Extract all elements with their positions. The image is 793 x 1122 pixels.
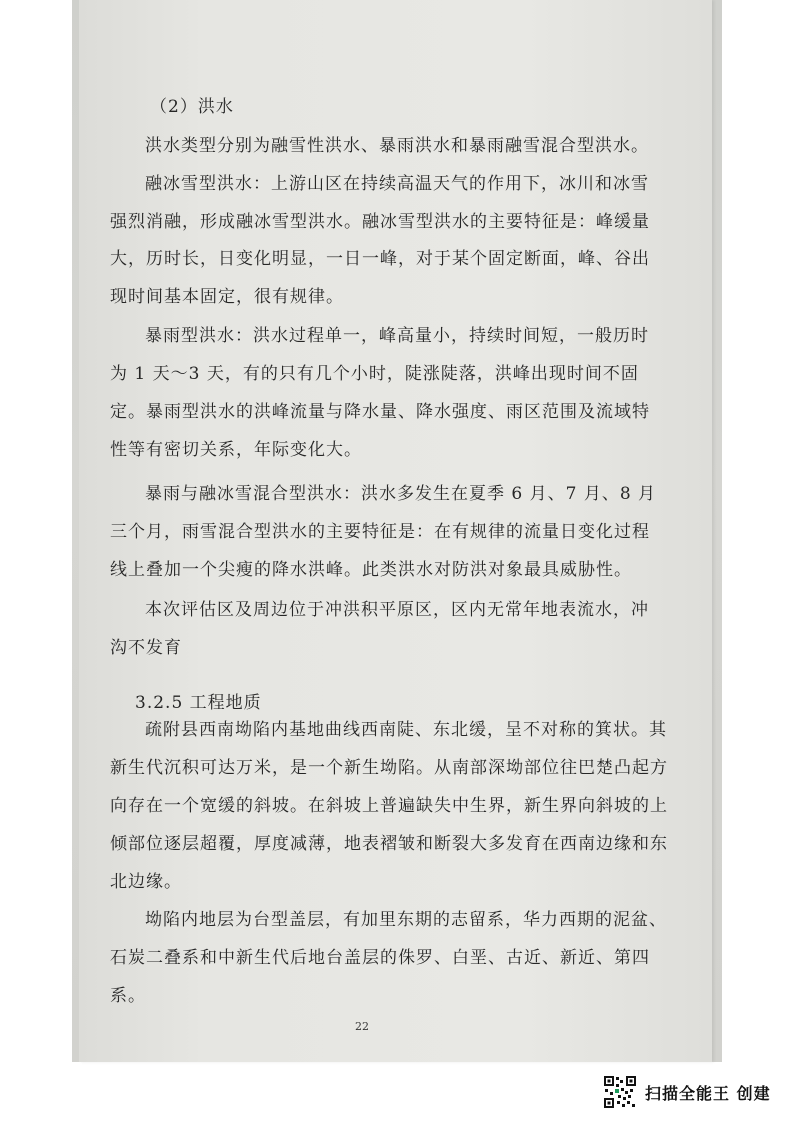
text-line: 倾部位逐层超覆，厚度减薄，地表褶皱和断裂大多发育在西南边缘和东: [110, 834, 668, 854]
text-line: 向存在一个宽缓的斜坡。在斜坡上普遍缺失中生界，新生界向斜坡的上: [110, 796, 668, 816]
text-line: 新生代沉积可达万米，是一个新生坳陷。从南部深坳部位往巴楚凸起方: [110, 758, 668, 778]
text-line: 性等有密切关系，年际变化大。: [110, 440, 362, 460]
text-line: 定。暴雨型洪水的洪峰流量与降水量、降水强度、雨区范围及流域特: [110, 402, 650, 422]
text-line: 沟不发育: [110, 638, 182, 658]
section-flood-title: （2）洪水: [150, 97, 234, 117]
text-line: 本次评估区及周边位于冲洪积平原区，区内无常年地表流水，冲: [145, 600, 649, 620]
text-line: 融冰雪型洪水：上游山区在持续高温天气的作用下，冰川和冰雪: [145, 174, 649, 194]
scanner-watermark: [603, 1075, 771, 1109]
text-line: 线上叠加一个尖瘦的降水洪峰。此类洪水对防洪对象最具威胁性。: [110, 560, 632, 580]
text-line: 为 1 天～3 天，有的只有几个小时，陡涨陡落，洪峰出现时间不固: [110, 364, 639, 384]
section-geology-title: 3.2.5 工程地质: [135, 693, 262, 713]
text-line: 现时间基本固定，很有规律。: [110, 287, 344, 307]
text-line: 石炭二叠系和中新生代后地台盖层的侏罗、白垩、古近、新近、第四: [110, 948, 650, 968]
text-line: 暴雨与融冰雪混合型洪水：洪水多发生在夏季 6 月、7 月、8 月: [145, 484, 657, 504]
text-line: 三个月，雨雪混合型洪水的主要特征是：在有规律的流量日变化过程: [110, 522, 650, 542]
text-line: 大，历时长，日变化明显，一日一峰，对于某个固定断面，峰、谷出: [110, 249, 650, 269]
text-line: 暴雨型洪水：洪水过程单一，峰高量小，持续时间短，一般历时: [145, 326, 649, 346]
text-line: 强烈消融，形成融冰雪型洪水。融冰雪型洪水的主要特征是：峰缓量: [110, 212, 650, 232]
text-line: 疏附县西南坳陷内基地曲线西南陡、东北缓，呈不对称的箕状。其: [145, 720, 667, 740]
brand-text: 扫描全能王 创建: [645, 1083, 771, 1103]
text-line: 北边缘。: [110, 872, 182, 892]
qr-code-icon: [603, 1075, 637, 1109]
text-line: 洪水类型分别为融雪性洪水、暴雨洪水和暴雨融雪混合型洪水。: [145, 136, 649, 156]
text-line: 坳陷内地层为台型盖层，有加里东期的志留系，华力西期的泥盆、: [145, 910, 667, 930]
text-line: 系。: [110, 986, 146, 1006]
page-number: 22: [355, 1020, 369, 1033]
